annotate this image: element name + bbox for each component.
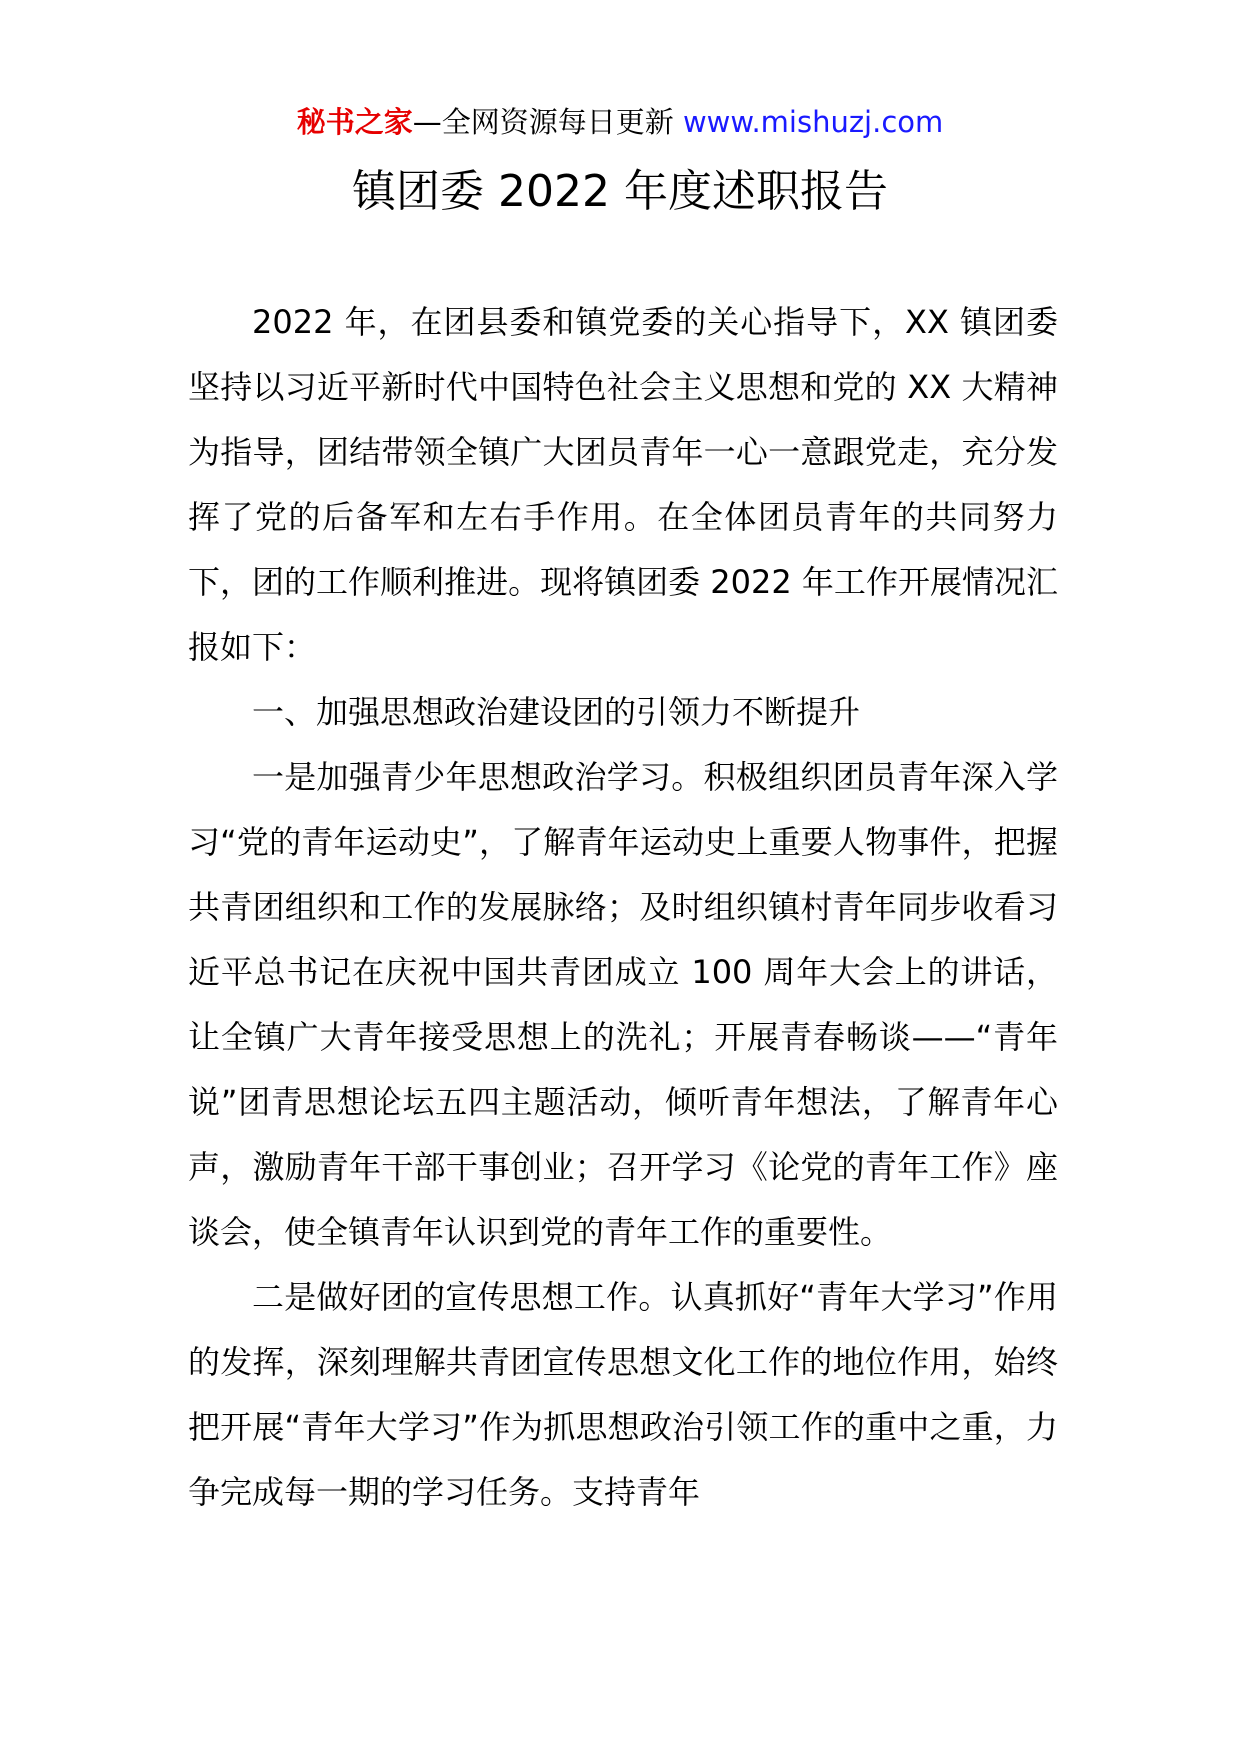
paragraph-point-2: 二是做好团的宣传思想工作。认真抓好“青年大学习”作用的发挥，深刻理解共青团宣传思想文化工作的地位作用，始终把开展“青年大学习”作为抓思想政治引领工作的重中之重，力争完成每一期的学习任务。支持青年 [188,1278,1058,1511]
document-title: 镇团委 2022 年度述职报告 [352,166,888,217]
header-tagline: —全网资源每日更新 [412,105,683,139]
document-body [188,290,1058,1525]
paragraph-point-1: 一是加强青少年思想政治学习。积极组织团员青年深入学习“党的青年运动史”，了解青年运动史上重要人物事件，把握共青团组织和工作的发展脉络；及时组织镇村青年同步收看习近平总书记在庆祝中国共青团成立 100 周年大会上的讲话，让全镇广大青年接受思想上的洗礼；开展青春畅谈——“青年说”团青思想论坛五四主题活动，倾听青年想法，了解青年心声，激励青年干部干事创业；召开学习《论党的青年工作》座谈会，使全镇青年认识到党的青年工作的重要性。 [188,758,1058,1251]
paragraph-intro: 2022 年，在团县委和镇党委的关心指导下，XX 镇团委坚持以习近平新时代中国特色社会主义思想和党的 XX 大精神为指导，团结带领全镇广大团员青年一心一意跟党走，充分发挥了党的后备军和左右手作用。在全体团员青年的共同努力下，团的工作顺利推进。现将镇团委 2022 年工作开展情况汇报如下： [188,303,1058,666]
header-banner [0,102,1240,142]
section-heading-1: 一、加强思想政治建设团的引领力不断提升 [252,693,861,731]
site-url-link[interactable]: www.mishuzj.com [682,105,944,139]
brand-name: 秘书之家 [296,105,413,139]
